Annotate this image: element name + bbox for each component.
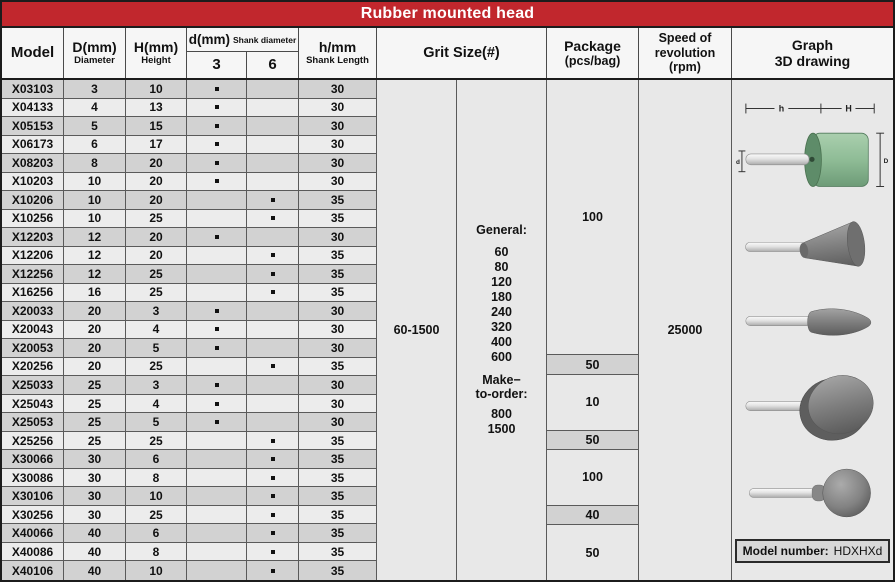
cell-model: X10206	[2, 191, 64, 210]
bullet-head-3d-image	[738, 293, 888, 349]
cell-shank-3	[187, 247, 247, 266]
shank-6-dot	[271, 494, 275, 498]
cell-shank-length: 30	[299, 154, 377, 173]
shank-6-dot	[271, 531, 275, 535]
cell-shank-3	[187, 191, 247, 210]
cell-shank-length: 30	[299, 413, 377, 432]
table-row	[2, 524, 377, 543]
cell-shank-6	[247, 339, 299, 358]
shank-6-dot	[271, 550, 275, 554]
cell-diameter: 6	[64, 136, 126, 155]
cell-model: X12203	[2, 228, 64, 247]
shank-3-dot	[215, 179, 219, 183]
grit-mto-label	[475, 374, 527, 401]
cell-shank-length: 30	[299, 339, 377, 358]
cell-diameter: 12	[64, 265, 126, 284]
cell-shank-length: 35	[299, 543, 377, 562]
cell-shank-length: 30	[299, 321, 377, 340]
model-number-label: Model number:	[742, 543, 829, 558]
cell-height: 3	[126, 376, 187, 395]
cell-diameter: 20	[64, 339, 126, 358]
cell-diameter: 8	[64, 154, 126, 173]
cell-model: X12256	[2, 265, 64, 284]
cell-shank-6	[247, 265, 299, 284]
grit-value: 180	[491, 290, 512, 304]
cell-shank-length: 30	[299, 395, 377, 414]
table-row	[2, 247, 377, 266]
grit-value: 240	[491, 305, 512, 319]
shank-6-dot	[271, 216, 275, 220]
shank-6-dot	[271, 476, 275, 480]
cell-shank-6	[247, 469, 299, 488]
cell-shank-length: 35	[299, 561, 377, 580]
cell-model: X20043	[2, 321, 64, 340]
cell-shank-6	[247, 191, 299, 210]
grit-value: 60	[494, 245, 509, 259]
package-segment: 100	[547, 80, 638, 355]
shank-3-dot	[215, 309, 219, 313]
cell-shank-6	[247, 284, 299, 303]
dim-label-shank-diameter: d	[735, 159, 740, 167]
model-number-value: HDXHXd	[833, 543, 883, 558]
cell-shank-6	[247, 136, 299, 155]
cell-model: X30106	[2, 487, 64, 506]
cell-height: 3	[126, 302, 187, 321]
header-shank-length	[299, 28, 377, 78]
grit-value: 400	[491, 335, 512, 349]
table-row	[2, 561, 377, 580]
header-height	[126, 28, 187, 78]
cell-shank-6	[247, 321, 299, 340]
cell-shank-3	[187, 173, 247, 192]
cell-diameter: 30	[64, 469, 126, 488]
cell-model: X04133	[2, 99, 64, 118]
model-number-box	[735, 539, 890, 563]
table-row	[2, 487, 377, 506]
table-rows	[2, 80, 377, 580]
disc-head-3d-image	[738, 364, 888, 448]
package-segment: 50	[585, 545, 600, 560]
cell-model: X05153	[2, 117, 64, 136]
cell-diameter: 40	[64, 543, 126, 562]
grit-value: 600	[491, 350, 512, 364]
cell-shank-3	[187, 561, 247, 580]
table-body	[2, 80, 893, 580]
dim-label-shank-length: h	[778, 103, 784, 114]
cell-diameter: 10	[64, 191, 126, 210]
cell-diameter: 20	[64, 358, 126, 377]
cell-shank-length: 30	[299, 117, 377, 136]
cell-diameter: 25	[64, 376, 126, 395]
table-row	[2, 432, 377, 451]
table-row	[2, 228, 377, 247]
cell-height: 10	[126, 561, 187, 580]
table-row	[2, 191, 377, 210]
cell-shank-3	[187, 228, 247, 247]
cell-diameter: 16	[64, 284, 126, 303]
header-grit-size: Grit Size(#)	[377, 28, 547, 78]
cell-shank-3	[187, 302, 247, 321]
cell-model: X40066	[2, 524, 64, 543]
header-model: Model	[2, 28, 64, 78]
cell-height: 25	[126, 432, 187, 451]
cell-diameter: 40	[64, 524, 126, 543]
grit-value: 320	[491, 320, 512, 334]
cell-model: X12206	[2, 247, 64, 266]
cell-shank-length: 35	[299, 265, 377, 284]
cell-shank-3	[187, 450, 247, 469]
cell-diameter: 30	[64, 450, 126, 469]
table-row	[2, 284, 377, 303]
shank-3-dot	[215, 402, 219, 406]
cell-shank-3	[187, 469, 247, 488]
cell-shank-3	[187, 80, 247, 99]
cell-shank-length: 35	[299, 524, 377, 543]
grit-mto-label-line1: Make−	[482, 373, 521, 387]
cell-shank-3	[187, 376, 247, 395]
cell-model: X20256	[2, 358, 64, 377]
cell-diameter: 12	[64, 228, 126, 247]
cell-model: X20053	[2, 339, 64, 358]
header-shank-main: d(mm)	[188, 31, 230, 47]
cell-height: 25	[126, 506, 187, 525]
cell-model: X06173	[2, 136, 64, 155]
cell-shank-3	[187, 506, 247, 525]
grit-mto-value: 1500	[487, 422, 516, 436]
cell-shank-3	[187, 487, 247, 506]
table-row	[2, 543, 377, 562]
cell-shank-6	[247, 173, 299, 192]
shank-3-dot	[215, 105, 219, 109]
table-header	[2, 28, 893, 80]
cell-shank-length: 30	[299, 228, 377, 247]
header-graph	[732, 28, 893, 78]
dim-label-diameter: D	[883, 158, 888, 166]
cell-model: X08203	[2, 154, 64, 173]
shank-3-dot	[215, 235, 219, 239]
cell-height: 20	[126, 247, 187, 266]
cell-shank-6	[247, 543, 299, 562]
cell-diameter: 40	[64, 561, 126, 580]
shank-6-dot	[271, 253, 275, 257]
grit-value: 80	[494, 260, 509, 274]
cell-shank-length: 30	[299, 302, 377, 321]
shank-6-dot	[271, 457, 275, 461]
cell-model: X20033	[2, 302, 64, 321]
package-segment: 100	[547, 450, 638, 506]
cell-shank-6	[247, 506, 299, 525]
cell-shank-3	[187, 358, 247, 377]
table-row	[2, 506, 377, 525]
cell-diameter: 10	[64, 173, 126, 192]
table-row	[2, 117, 377, 136]
cell-diameter: 4	[64, 99, 126, 118]
package-segment: 50	[547, 431, 638, 450]
cell-shank-3	[187, 524, 247, 543]
table-row	[2, 469, 377, 488]
cell-shank-3	[187, 543, 247, 562]
shank-6-dot	[271, 439, 275, 443]
cell-shank-6	[247, 80, 299, 99]
cell-shank-length: 35	[299, 450, 377, 469]
grit-value: 120	[491, 275, 512, 289]
cell-height: 15	[126, 117, 187, 136]
table-row	[2, 80, 377, 99]
cell-diameter: 25	[64, 395, 126, 414]
cell-shank-length: 35	[299, 506, 377, 525]
cell-shank-length: 30	[299, 80, 377, 99]
cell-shank-3	[187, 321, 247, 340]
cell-shank-length: 30	[299, 376, 377, 395]
table-row	[2, 413, 377, 432]
cell-shank-3	[187, 99, 247, 118]
cell-height: 20	[126, 228, 187, 247]
shank-6-dot	[271, 290, 275, 294]
cell-height: 25	[126, 358, 187, 377]
cell-height: 13	[126, 99, 187, 118]
table-row	[2, 210, 377, 229]
shank-6-dot	[271, 272, 275, 276]
shank-6-dot	[271, 198, 275, 202]
header-speed-line2: revolution	[654, 45, 716, 60]
package-column	[547, 80, 639, 580]
cell-height: 5	[126, 339, 187, 358]
shank-3-dot	[215, 327, 219, 331]
cell-shank-3	[187, 413, 247, 432]
shank-6-dot	[271, 569, 275, 573]
header-speed-line1: Speed of	[658, 31, 712, 46]
cell-shank-3	[187, 210, 247, 229]
cell-shank-3	[187, 284, 247, 303]
cell-diameter: 30	[64, 487, 126, 506]
header-graph-line1: Graph	[791, 36, 834, 53]
cell-diameter: 3	[64, 80, 126, 99]
shank-3-dot	[215, 142, 219, 146]
grit-mto-label-line2: to-order:	[475, 386, 528, 401]
cell-height: 25	[126, 265, 187, 284]
shank-3-dot	[215, 87, 219, 91]
cell-height: 25	[126, 210, 187, 229]
table-row	[2, 136, 377, 155]
cell-shank-6	[247, 99, 299, 118]
cell-shank-6	[247, 376, 299, 395]
cell-height: 20	[126, 154, 187, 173]
cell-model: X10256	[2, 210, 64, 229]
cell-shank-length: 30	[299, 173, 377, 192]
grit-range-cell: 60-1500	[377, 80, 457, 580]
cell-diameter: 12	[64, 247, 126, 266]
cell-height: 6	[126, 524, 187, 543]
cell-shank-3	[187, 136, 247, 155]
cell-shank-6	[247, 154, 299, 173]
package-segment: 40	[547, 506, 638, 525]
cell-shank-6	[247, 117, 299, 136]
page-title: Rubber mounted head	[2, 2, 893, 28]
shank-3-dot	[215, 124, 219, 128]
cell-diameter: 20	[64, 302, 126, 321]
cell-height: 10	[126, 487, 187, 506]
grit-mto-values	[488, 407, 516, 437]
grit-list-cell	[457, 80, 547, 580]
header-shank-diameter-top	[187, 28, 298, 52]
cell-shank-6	[247, 524, 299, 543]
cell-height: 8	[126, 543, 187, 562]
cell-height: 25	[126, 284, 187, 303]
cell-shank-6	[247, 210, 299, 229]
cell-shank-length: 35	[299, 284, 377, 303]
header-shank-diameter	[187, 28, 299, 78]
package-segment: 10	[547, 375, 638, 431]
cell-model: X30256	[2, 506, 64, 525]
header-package	[547, 28, 639, 78]
table-row	[2, 376, 377, 395]
header-diameter-sub: Diameter	[74, 54, 115, 66]
header-shank-sizes	[187, 52, 298, 78]
header-speed-line3: (rpm)	[669, 60, 701, 75]
table-row	[2, 450, 377, 469]
cell-shank-length: 35	[299, 432, 377, 451]
cell-height: 5	[126, 413, 187, 432]
header-height-sub: Height	[141, 54, 171, 66]
cell-diameter: 20	[64, 321, 126, 340]
cell-height: 6	[126, 450, 187, 469]
ball-head-3d-image	[738, 462, 888, 524]
header-shank-3: 3	[187, 52, 247, 78]
cell-model: X25033	[2, 376, 64, 395]
shank-6-dot	[271, 364, 275, 368]
cell-height: 10	[126, 80, 187, 99]
cell-diameter: 5	[64, 117, 126, 136]
cell-diameter: 10	[64, 210, 126, 229]
cell-shank-length: 35	[299, 469, 377, 488]
cell-diameter: 25	[64, 413, 126, 432]
header-shank-6: 6	[268, 56, 277, 74]
cell-shank-6	[247, 450, 299, 469]
shank-3-dot	[215, 346, 219, 350]
table-row	[2, 395, 377, 414]
cell-model: X03103	[2, 80, 64, 99]
cell-model: X40106	[2, 561, 64, 580]
cell-shank-length: 30	[299, 99, 377, 118]
cell-shank-6	[247, 302, 299, 321]
table-row	[2, 154, 377, 173]
cell-height: 20	[126, 173, 187, 192]
cell-shank-length: 35	[299, 358, 377, 377]
cylinder-head-dimension-diagram	[736, 96, 890, 198]
cell-shank-3	[187, 339, 247, 358]
cell-shank-6	[247, 395, 299, 414]
cell-shank-6	[247, 358, 299, 377]
cell-model: X25256	[2, 432, 64, 451]
cell-model: X16256	[2, 284, 64, 303]
header-speed	[639, 28, 732, 78]
table-row	[2, 339, 377, 358]
cell-height: 20	[126, 191, 187, 210]
table-row	[2, 265, 377, 284]
cell-model: X25053	[2, 413, 64, 432]
cell-shank-3	[187, 117, 247, 136]
grit-mto-value: 800	[491, 407, 512, 421]
header-package-line1: Package	[564, 37, 621, 54]
cell-shank-length: 35	[299, 247, 377, 266]
cell-shank-length: 35	[299, 191, 377, 210]
cell-height: 4	[126, 321, 187, 340]
cell-shank-length: 35	[299, 487, 377, 506]
cell-shank-6	[247, 228, 299, 247]
header-shank-length-sub: Shank Length	[306, 54, 369, 66]
table-row	[2, 321, 377, 340]
cell-model: X10203	[2, 173, 64, 192]
dim-label-height: H	[844, 103, 852, 114]
grit-general-label: General:	[476, 223, 527, 237]
shank-3-dot	[215, 161, 219, 165]
cell-shank-6	[247, 247, 299, 266]
package-segment: 50	[547, 355, 638, 374]
header-diameter-main: D(mm)	[72, 39, 117, 56]
cell-model: X25043	[2, 395, 64, 414]
header-diameter	[64, 28, 126, 78]
cell-height: 8	[126, 469, 187, 488]
header-package-line2: (pcs/bag)	[564, 53, 621, 68]
header-shank-length-main: h/mm	[318, 39, 357, 56]
graph-cell	[732, 80, 893, 580]
shank-6-dot	[271, 513, 275, 517]
cell-diameter: 25	[64, 432, 126, 451]
table-row	[2, 173, 377, 192]
header-graph-line2: 3D drawing	[774, 53, 851, 69]
cell-shank-6	[247, 561, 299, 580]
cell-shank-3	[187, 432, 247, 451]
cone-head-3d-image	[738, 213, 888, 279]
table-row	[2, 358, 377, 377]
cell-shank-length: 35	[299, 210, 377, 229]
header-height-main: H(mm)	[133, 39, 179, 56]
speed-cell: 25000	[639, 80, 732, 580]
cell-shank-3	[187, 265, 247, 284]
table-row	[2, 99, 377, 118]
cell-height: 4	[126, 395, 187, 414]
cell-shank-6	[247, 432, 299, 451]
cell-shank-6	[247, 413, 299, 432]
header-shank-sub: Shank diameter	[232, 34, 297, 45]
cell-model: X30066	[2, 450, 64, 469]
shank-3-dot	[215, 383, 219, 387]
grit-general-values	[491, 245, 512, 365]
table-row	[2, 302, 377, 321]
cell-shank-3	[187, 154, 247, 173]
cell-shank-3	[187, 395, 247, 414]
cell-shank-6	[247, 487, 299, 506]
shank-3-dot	[215, 420, 219, 424]
cell-model: X40086	[2, 543, 64, 562]
cell-model: X30086	[2, 469, 64, 488]
cell-shank-length: 30	[299, 136, 377, 155]
cell-height: 17	[126, 136, 187, 155]
cell-diameter: 30	[64, 506, 126, 525]
